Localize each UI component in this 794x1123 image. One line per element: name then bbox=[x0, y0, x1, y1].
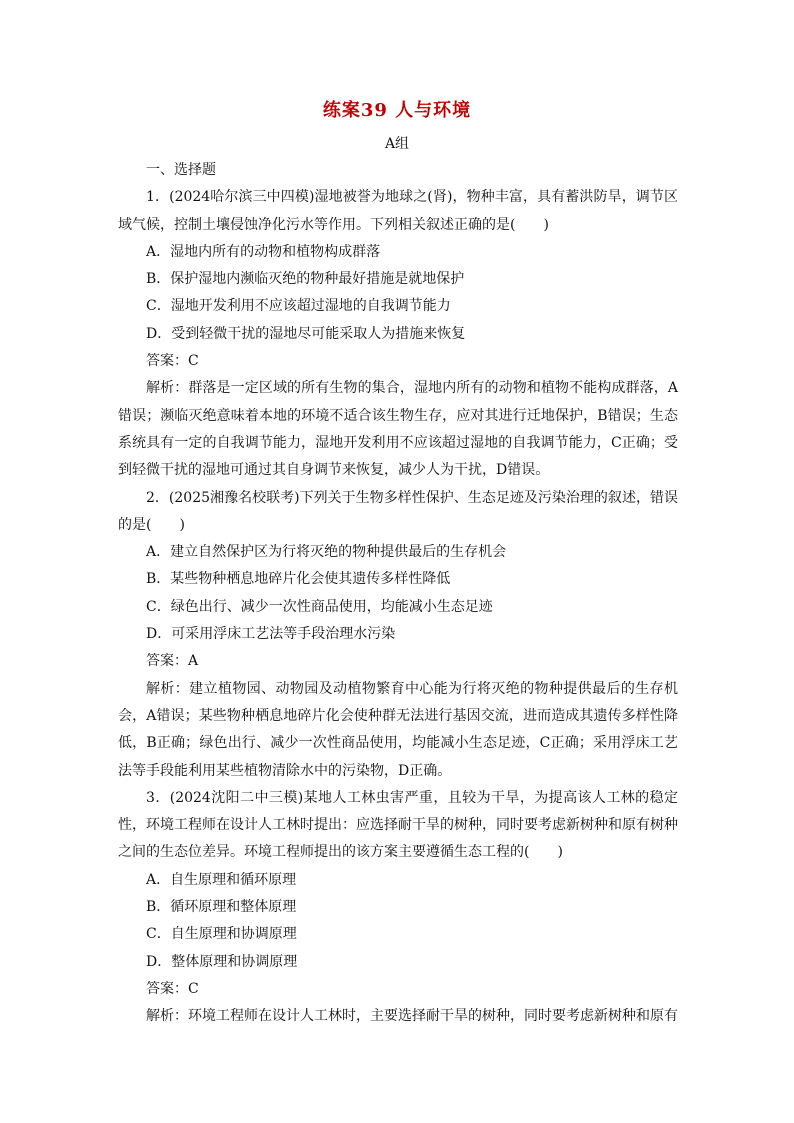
answer: 答案：C bbox=[146, 353, 199, 370]
answer: 答案：A bbox=[146, 653, 199, 670]
answer: 答案：C bbox=[146, 980, 199, 997]
section-heading: 一、选择题 bbox=[146, 162, 216, 178]
question-stem: 1．(2024哈尔滨三中四模)湿地被誉为地球之(肾)，物种丰富，具有蓄洪防旱，调节区域气候，控制土壤侵蚀净化污水等作用。下列相关叙述正确的是( ) bbox=[118, 189, 678, 233]
question-list bbox=[118, 157, 678, 1031]
option-b: B．某些物种栖息地碎片化会使其遗传多样性降低 bbox=[146, 571, 451, 588]
option-d: D．整体原理和协调原理 bbox=[146, 953, 298, 970]
question-stem: 2．(2025湘豫名校联考)下列关于生物多样性保护、生态足迹及污染治理的叙述，错误的是( ) bbox=[118, 489, 678, 533]
option-b: B．循环原理和整体原理 bbox=[146, 899, 297, 916]
option-b: B．保护湿地内濒临灭绝的物种最好措施是就地保护 bbox=[146, 271, 465, 288]
option-d: D．受到轻微干扰的湿地尽可能采取人为措施来恢复 bbox=[146, 325, 466, 342]
analysis: 解析：群落是一定区域的所有生物的集合，湿地内所有的动物和植物不能构成群落，A错误；濒临灭绝意味着本地的环境不适合该生物生存，应对其进行迁地保护，B错误；生态系统具有一定的自我调节能力，湿地开发利用不应该超过湿地的自我调节能力，C正确；受到轻微干扰的湿地可通过其自身调节来恢复，减少人为干扰，D错误。 bbox=[118, 380, 678, 479]
option-c: C．湿地开发利用不应该超过湿地的自我调节能力 bbox=[146, 298, 451, 315]
option-a: A．自生原理和循环原理 bbox=[146, 871, 297, 888]
question-stem: 3．(2024沈阳二中三模)某地人工林虫害严重，且较为干旱，为提高该人工林的稳定性，环境工程师在设计人工林时提出：应选择耐干旱的树种，同时要考虑新树种和原有树种之间的生态位差异。环境工程师提出的该方案主要遵循生态工程的( ) bbox=[118, 789, 678, 861]
group-heading: A组 bbox=[384, 136, 410, 152]
option-d: D．可采用浮床工艺法等手段治理水污染 bbox=[146, 626, 396, 643]
option-c: C．绿色出行、减少一次性商品使用，均能减小生态足迹 bbox=[146, 598, 493, 615]
option-a: A．湿地内所有的动物和植物构成群落 bbox=[146, 243, 381, 260]
analysis: 解析：建立植物园、动物园及动植物繁育中心能为行将灭绝的物种提供最后的生存机会，A错误；某些物种栖息地碎片化会使种群无法进行基因交流，进而造成其遗传多样性降低，B正确；绿色出行、减少一次性商品使用，均能减小生态足迹，C正确；采用浮床工艺法等手段能利用某些植物清除水中的污染物，D正确。 bbox=[118, 680, 678, 779]
page-title: 练案39 人与环境 bbox=[322, 100, 472, 121]
analysis: 解析：环境工程师在设计人工林时，主要选择耐干旱的树种，同时要考虑新树种和原有 bbox=[146, 1008, 678, 1025]
option-c: C．自生原理和协调原理 bbox=[146, 926, 297, 943]
option-a: A．建立自然保护区为行将灭绝的物种提供最后的生存机会 bbox=[146, 544, 507, 561]
